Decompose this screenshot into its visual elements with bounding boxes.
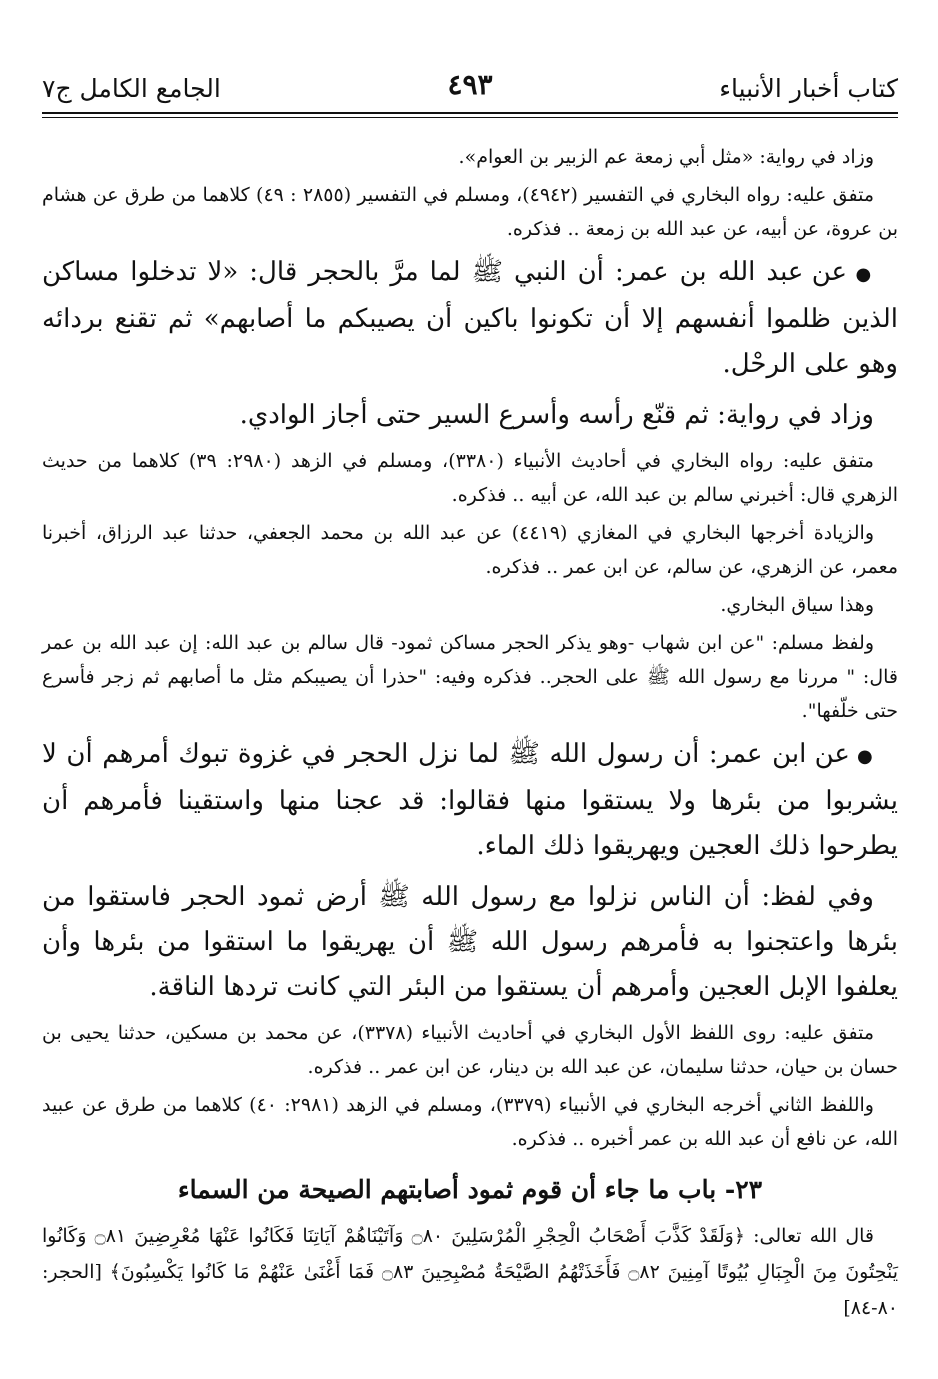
paragraph: واللفظ الثاني أخرجه البخاري في الأنبياء (٣٣٧٩)، ومسلم في الزهد (٢٩٨١: ٤٠) كلاهما من طرق عن عبيد الله، عن نافع أن عبد الله بن عمر أخبره .. فذكره. bbox=[42, 1094, 898, 1150]
book-title: كتاب أخبار الأنبياء bbox=[719, 74, 898, 103]
page-body bbox=[42, 140, 898, 1326]
hadith-paragraph: ● عن ابن عمر: أن رسول الله ﷺ لما نزل الحجر في غزوة تبوك أمرهم أن لا يشربوا من بئرها ولا يستقوا منها فقالوا: قد عجنا منها واستقينا فأمرهم أن يطرحوا ذلك العجين ويهريقوا ذلك الماء. bbox=[42, 732, 898, 869]
volume-title: الجامع الكامل ج٧ bbox=[42, 74, 221, 103]
paragraph: وزاد في رواية: ثم قنّع رأسه وأسرع السير حتى أجاز الوادي. bbox=[239, 400, 874, 430]
paragraph: متفق عليه: رواه البخاري في أحاديث الأنبياء (٣٣٨٠)، ومسلم في الزهد (٢٩٨٠: ٣٩) كلاهما من حديث الزهري قال: أخبرني سالم بن عبد الله، عن أبيه .. فذكره. bbox=[42, 450, 898, 506]
paragraph: ولفظ مسلم: "عن ابن شهاب -وهو يذكر الحجر مساكن ثمود- قال سالم بن عبد الله: إن عبد الله بن عمر قال: " مررنا مع رسول الله ﷺ على الحجر.. فذكره وفيه: "حذرا أن يصيبكم مثل ما أصابهم ثم زجر فأسرع حتى خلّفها". bbox=[42, 632, 898, 722]
paragraph: وفي لفظ: أن الناس نزلوا مع رسول الله ﷺ أرض ثمود الحجر فاستقوا من بئرها واعتجنوا به فأمرهم رسول الله ﷺ أن يهريقوا ما استقوا من بئرها وأن يعلفوا الإبل العجين وأمرهم أن يستقوا من البئر التي كانت تردها الناقة. bbox=[42, 882, 898, 1002]
paragraph: وهذا سياق البخاري. bbox=[720, 594, 874, 616]
page-number: ٤٩٣ bbox=[447, 68, 493, 101]
quran-verse: قال الله تعالى: ﴿وَلَقَدْ كَذَّبَ أَصْحَابُ الْحِجْرِ الْمُرْسَلِينَ ۝٨٠ وَآتَيْنَاهُمْ آيَاتِنَا فَكَانُوا عَنْهَا مُعْرِضِينَ ۝٨١ وَكَانُوا يَنْحِتُونَ مِنَ الْجِبَالِ بُيُوتًا آمِنِينَ ۝٨٢ فَأَخَذَتْهُمُ الصَّيْحَةُ مُصْبِحِينَ ۝٨٣ فَمَا أَغْنَىٰ عَنْهُمْ مَا كَانُوا يَكْسِبُونَ﴾ [الحجر: ٨٠-٨٤] bbox=[42, 1225, 898, 1319]
page-header bbox=[42, 58, 898, 108]
paragraph: متفق عليه: روى اللفظ الأول البخاري في أحاديث الأنبياء (٣٣٧٨)، عن محمد بن مسكين، حدثنا يحيى بن حسان بن حيان، حدثنا سليمان، عن عبد الله بن دينار، عن ابن عمر .. فذكره. bbox=[42, 1022, 898, 1078]
paragraph: وزاد في رواية: «مثل أبي زمعة عم الزبير بن العوام». bbox=[458, 146, 874, 168]
hadith-paragraph: ● عن عبد الله بن عمر: أن النبي ﷺ لما مرَّ بالحجر قال: «لا تدخلوا مساكن الذين ظلموا أنفسهم إلا أن تكونوا باكين أن يصيبكم ما أصابهم» ثم تقنع بردائه وهو على الرحْل. bbox=[42, 250, 898, 387]
header-rule-thick bbox=[42, 112, 898, 114]
paragraph: متفق عليه: رواه البخاري في التفسير (٤٩٤٢)، ومسلم في التفسير (٢٨٥٥ : ٤٩) كلاهما من طرق عن هشام بن عروة، عن أبيه، عن عبد الله بن زمعة .. فذكره. bbox=[42, 184, 898, 240]
header-rule-thin bbox=[42, 117, 898, 118]
paragraph: والزيادة أخرجها البخاري في المغازي (٤٤١٩) عن عبد الله بن محمد الجعفي، حدثنا عبد الرزاق، أخبرنا معمر، عن الزهري، عن سالم، عن ابن عمر .. فذكره. bbox=[42, 522, 898, 578]
chapter-heading: ٢٣- باب ما جاء أن قوم ثمود أصابتهم الصيحة من السماء bbox=[177, 1175, 763, 1204]
